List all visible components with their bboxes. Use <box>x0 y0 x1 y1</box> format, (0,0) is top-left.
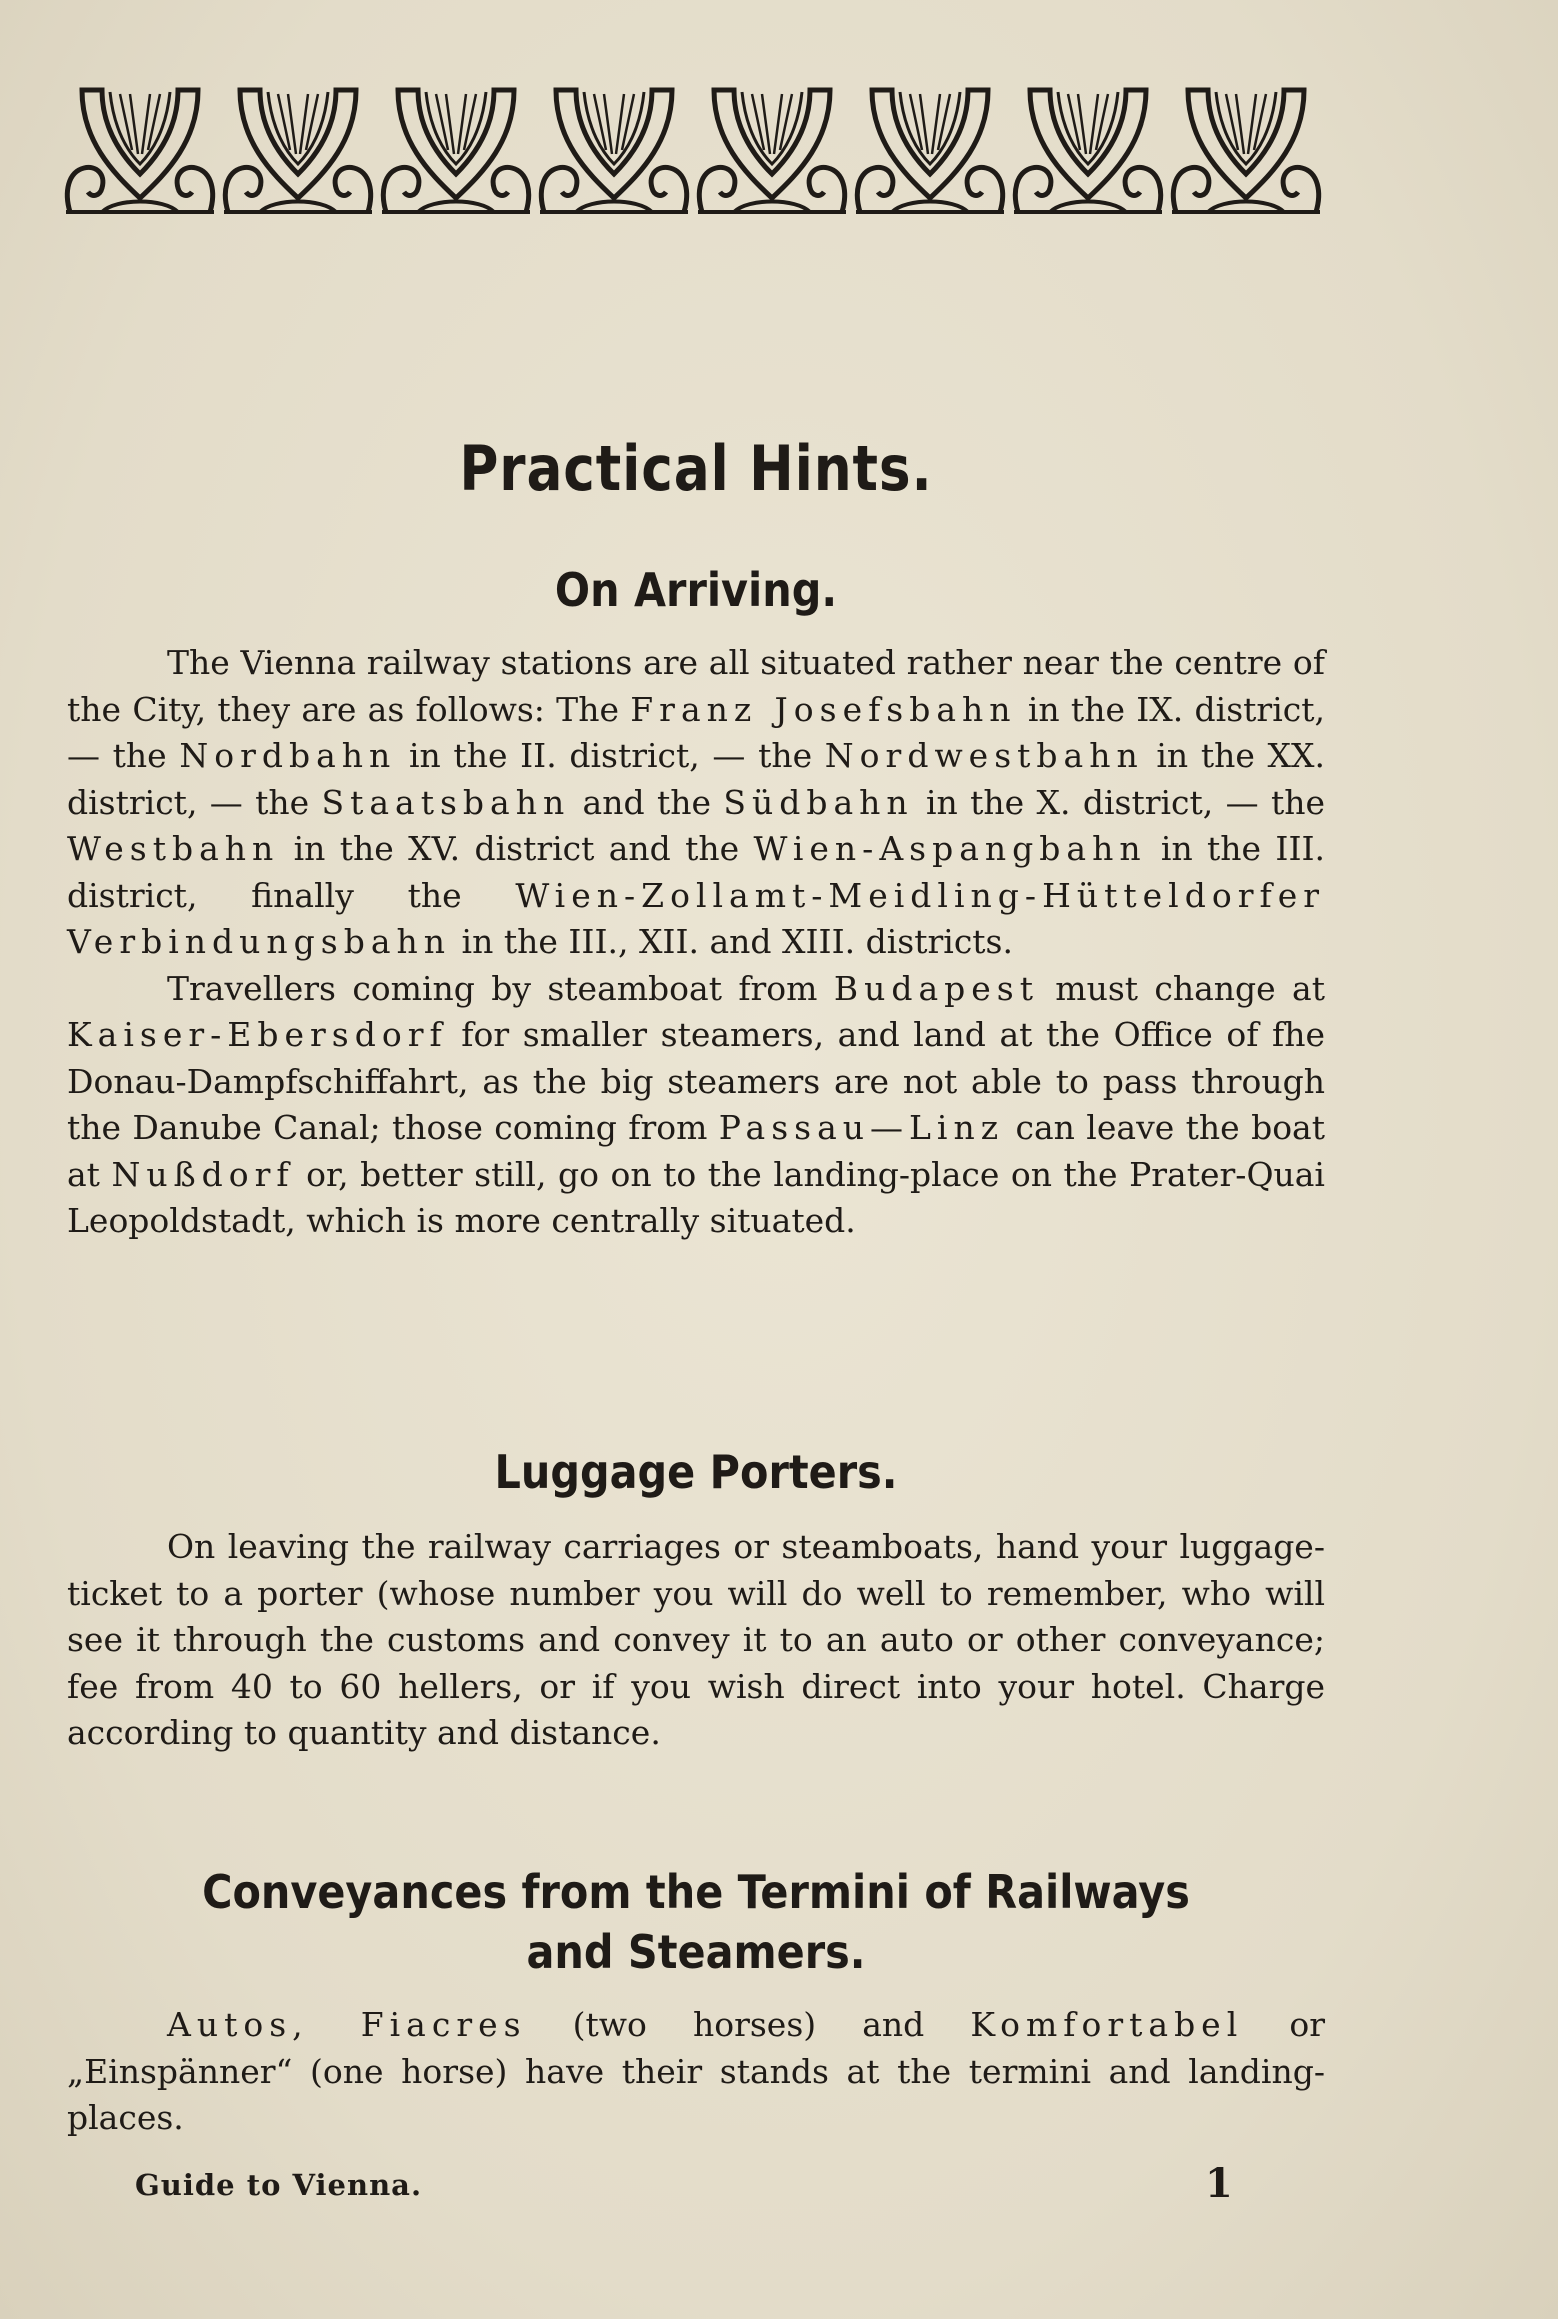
text-run: On leaving the railway carriages or steamboats, hand your luggage-ticket to a porter (whose number you will do well to remember, who will see it through the customs and convey it to an auto or other conveyance; fee from 40 to 60 hellers, or if you wish direct into your hotel. Charge according to quantity and distance. <box>67 1527 1325 1752</box>
spaced-name-komfortabel: Komfortabel <box>970 2005 1244 2044</box>
paragraph-railway-stations <box>67 640 1325 966</box>
spaced-name-verbindungsbahn: Wien-Zollamt-Meidling-Hütteldorfer Verbindungsbahn <box>67 875 1325 961</box>
text-run: in the III., XII. and XIII. districts. <box>451 922 1013 961</box>
heading-line: Conveyances from the Termini of Railways <box>202 1865 1190 1919</box>
text-run: or „Einspänner“ (one horse) have their stands at the termini and landing-places. <box>67 2005 1325 2137</box>
text-run: in the IX. district, — the <box>67 689 1325 775</box>
spaced-name-sudbahn: Südbahn <box>723 782 914 822</box>
paragraph-luggage <box>67 1524 1325 1757</box>
text-run: or, better still, go on to the landing-place on the Prater-Quai Leopoldstadt, which is more centrally situated. <box>67 1154 1325 1240</box>
text-run: in the XX. district, — the <box>67 736 1326 822</box>
paragraph-steamboat-travellers <box>67 966 1325 1245</box>
spaced-name-fiacres: Fiacres <box>360 2005 527 2044</box>
spaced-name-passau-linz: Passau—Linz <box>718 1108 1005 1147</box>
page-title: Practical Hints. <box>459 432 933 505</box>
heading-line: and Steamers. <box>526 1925 866 1979</box>
section-heading-luggage-porters: Luggage Porters. <box>494 1445 898 1499</box>
footer-page-number: 1 <box>1205 2160 1233 2207</box>
text-run: in the XV. district and the <box>279 829 754 868</box>
text-run: Travellers coming by steamboat from <box>167 968 834 1008</box>
text-run: can leave the boat at <box>67 1108 1325 1194</box>
spaced-name-wien-aspangbahn: Wien-Aspangbahn <box>753 829 1147 868</box>
spaced-name-budapest: Budapest <box>833 968 1039 1008</box>
paragraph-conveyances <box>67 2002 1325 2142</box>
text-run: for smaller steamers, and land at the Office of fhe Donau-Dampfschiffahrt, as the big steamers are not able to pass through the Danube Canal; those coming from <box>67 1015 1325 1147</box>
section-body-conveyances <box>67 2002 1325 2142</box>
text-run: and the <box>570 782 724 822</box>
section-heading-on-arriving: On Arriving. <box>554 563 838 617</box>
text-run: in the III. district, finally the <box>67 829 1326 915</box>
spaced-name-nordwestbahn: Nordwestbahn <box>824 736 1144 775</box>
text-run: The Vienna railway stations are all situated rather near the centre of the City, they are as follows: The <box>67 643 1325 729</box>
spaced-name-staatsbahn: Staatsbahn <box>321 782 571 822</box>
footer-book-title: Guide to Vienna. <box>135 2168 423 2202</box>
spaced-name-franz-josefsbahn: Franz Josefsbahn <box>630 689 1017 729</box>
text-run: in the X. district, — the <box>913 782 1325 822</box>
section-heading-conveyances <box>130 1862 1262 1982</box>
text-run: (two horses) and <box>526 2005 971 2044</box>
decorative-border-ornament <box>62 80 1324 220</box>
spaced-name-nussdorf: Nußdorf <box>111 1154 295 1194</box>
text-run: in the II. district, — the <box>396 736 825 775</box>
text-run: must change at <box>1038 968 1325 1008</box>
spaced-name-westbahn: Westbahn <box>67 829 280 868</box>
section-body-luggage-porters <box>67 1524 1325 1757</box>
spaced-name-kaiser-ebersdorf: Kaiser-Ebersdorf <box>67 1015 448 1054</box>
spaced-name-nordbahn: Nordbahn <box>179 736 397 775</box>
section-body-on-arriving <box>67 640 1325 1245</box>
spaced-name-autos: Autos, <box>167 2005 361 2044</box>
